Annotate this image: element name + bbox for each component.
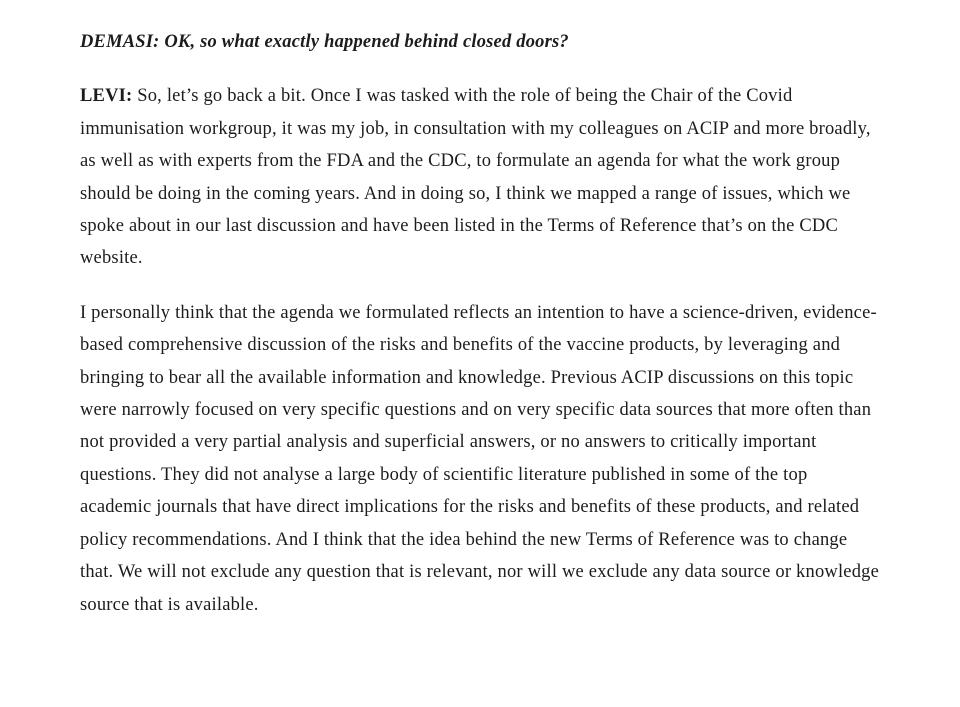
question-text: OK, so what exactly happened behind closed doors? xyxy=(164,32,569,52)
answer-speaker-label: LEVI: xyxy=(80,86,133,107)
answer-paragraph-1 xyxy=(80,80,882,274)
question-paragraph xyxy=(80,26,882,58)
answer-text-2: I personally think that the agenda we formulated reflects an intention to have a science-driven, evidence-based comprehensive discussion of the risks and benefits of the vaccine products, by leveraging and bringing to bear all the available information and knowledge. Previous ACIP discussions on this topic were narrowly focused on very specific questions and on very specific data sources that more often than not provided a very partial analysis and superficial answers, or no answers to critically important questions. They did not analyse a large body of scientific literature published in some of the top academic journals that have direct implications for the risks and benefits of these products, and related policy recommendations. And I think that the idea behind the new Terms of Reference was to change that. We will not exclude any question that is relevant, nor will we exclude any data source or knowledge source that is available. xyxy=(80,302,880,615)
answer-paragraph-2 xyxy=(80,297,882,621)
question-speaker-label: DEMASI: xyxy=(80,32,160,52)
answer-text-1: So, let’s go back a bit. Once I was tasked with the role of being the Chair of the Covid immunisation workgroup, it was my job, in consultation with my colleagues on ACIP and more broadly, as well as with experts from the FDA and the CDC, to formulate an agenda for what the work group should be doing in the coming years. And in doing so, I think we mapped a range of issues, which we spoke about in our last discussion and have been listed in the Terms of Reference that’s on the CDC website. xyxy=(80,86,871,269)
